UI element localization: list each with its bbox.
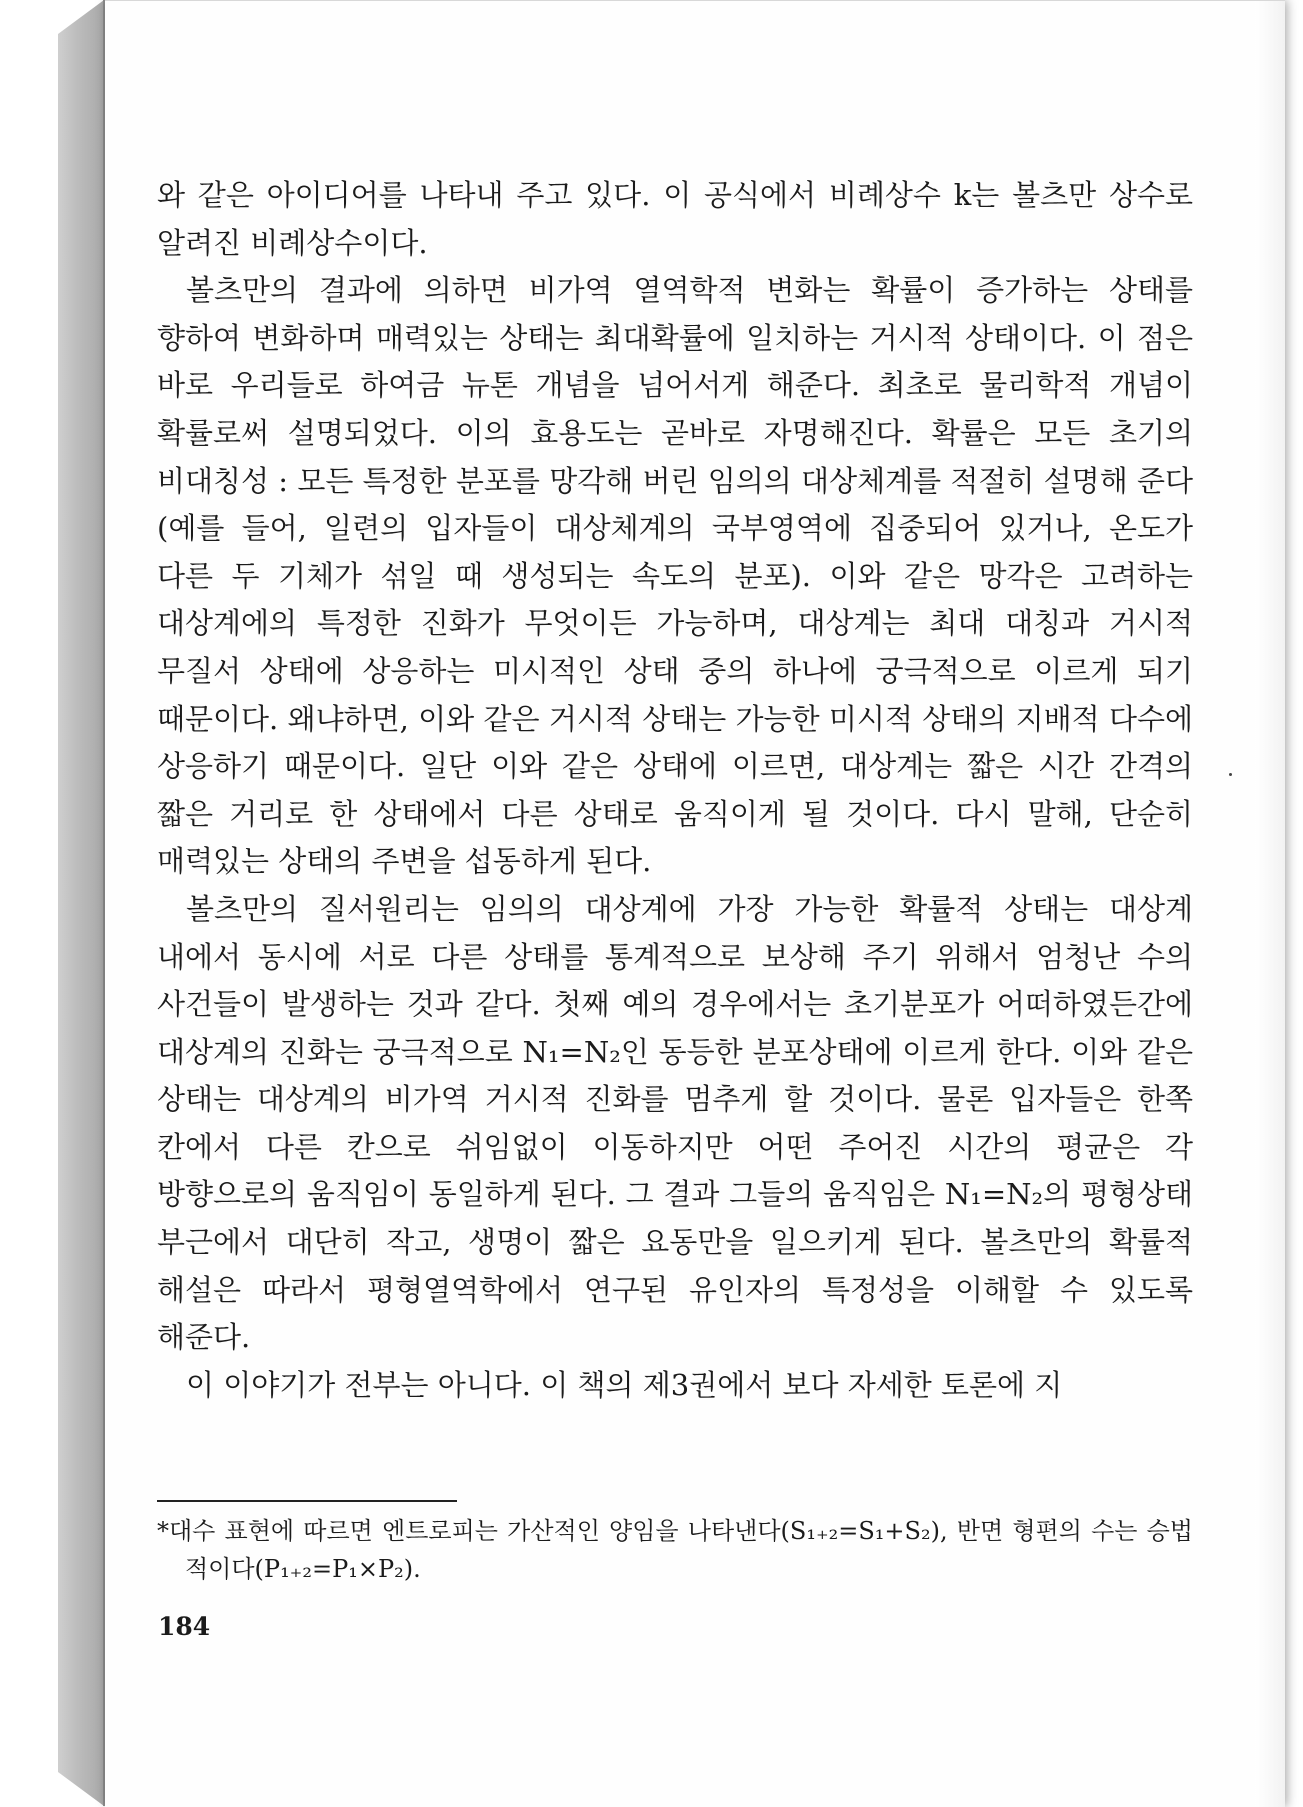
paragraph-3: 볼츠만의 질서원리는 임의의 대상계에 가장 가능한 확률적 상태는 대상계 내에서 동시에 서로 다른 상태를 통계적으로 보상해 주기 위해서 엄청난 수의 사건들이 발생하는 것과 같다. 첫째 예의 경우에서는 초기분포가 어떠하였든간에 대상계의 진화는 궁극적으로 N₁=N₂인 동등한 분포상태에 이르게 한다. 이와 같은 상태는 대상계의 비가역 거시적 진화를 멈추게 할 것이다. 물론 입자들은 한쪽 칸에서 다른 칸으로 쉬임없이 이동하지만 어떤 주어진 시간의 평균은 각 방향으로의 움직임이 동일하게 된다. 그 결과 그들의 움직임은 N₁=N₂의 평형상태 부근에서 대단히 작고, 생명이 짧은 요동만을 일으키게 된다. 볼츠만의 확률적 해설은 따라서 평형열역학에서 연구된 유인자의 특정성을 이해할 수 있도록 해준다. xyxy=(157,891,1193,1355)
book-spine xyxy=(58,0,104,1806)
footnote xyxy=(157,1512,1193,1588)
page-number: 184 xyxy=(158,1612,211,1641)
body-text xyxy=(157,172,1193,1409)
paragraph-1: 와 같은 아이디어를 나타내 주고 있다. 이 공식에서 비례상수 k는 볼츠만 상수로 알려진 비례상수이다. xyxy=(157,178,1193,260)
footnote-divider xyxy=(157,1500,457,1502)
margin-speck xyxy=(1229,773,1232,776)
page-edge-shade xyxy=(1255,1,1285,1807)
footnote-text: *대수 표현에 따르면 엔트로피는 가산적인 양임을 나타낸다(S₁₊₂=S₁+S₂), 반면 형편의 수는 승법적이다(P₁₊₂=P₁×P₂). xyxy=(157,1517,1193,1583)
paragraph-4: 이 이야기가 전부는 아니다. 이 책의 제3권에서 보다 자세한 토론에 지 xyxy=(186,1367,1063,1402)
paragraph-2: 볼츠만의 결과에 의하면 비가역 열역학적 변화는 확률이 증가하는 상태를 향하여 변화하며 매력있는 상태는 최대확률에 일치하는 거시적 상태이다. 이 점은 바로 우리들로 하여금 뉴톤 개념을 넘어서게 해준다. 최초로 물리학적 개념이 확률로써 설명되었다. 이의 효용도는 곧바로 자명해진다. 확률은 모든 초기의 비대칭성 : 모든 특정한 분포를 망각해 버린 임의의 대상체계를 적절히 설명해 준다(예를 들어, 일련의 입자들이 대상체계의 국부영역에 집중되어 있거나, 온도가 다른 두 기체가 섞일 때 생성되는 속도의 분포). 이와 같은 망각은 고려하는 대상계에의 특정한 진화가 무엇이든 가능하며, 대상계는 최대 대칭과 거시적 무질서 상태에 상응하는 미시적인 상태 중의 하나에 궁극적으로 이르게 되기 때문이다. 왜냐하면, 이와 같은 거시적 상태는 가능한 미시적 상태의 지배적 다수에 상응하기 때문이다. 일단 이와 같은 상태에 이르면, 대상계는 짧은 시간 간격의 짧은 거리로 한 상태에서 다른 상태로 움직이게 될 것이다. 다시 말해, 단순히 매력있는 상태의 주변을 섭동하게 된다. xyxy=(157,273,1193,879)
